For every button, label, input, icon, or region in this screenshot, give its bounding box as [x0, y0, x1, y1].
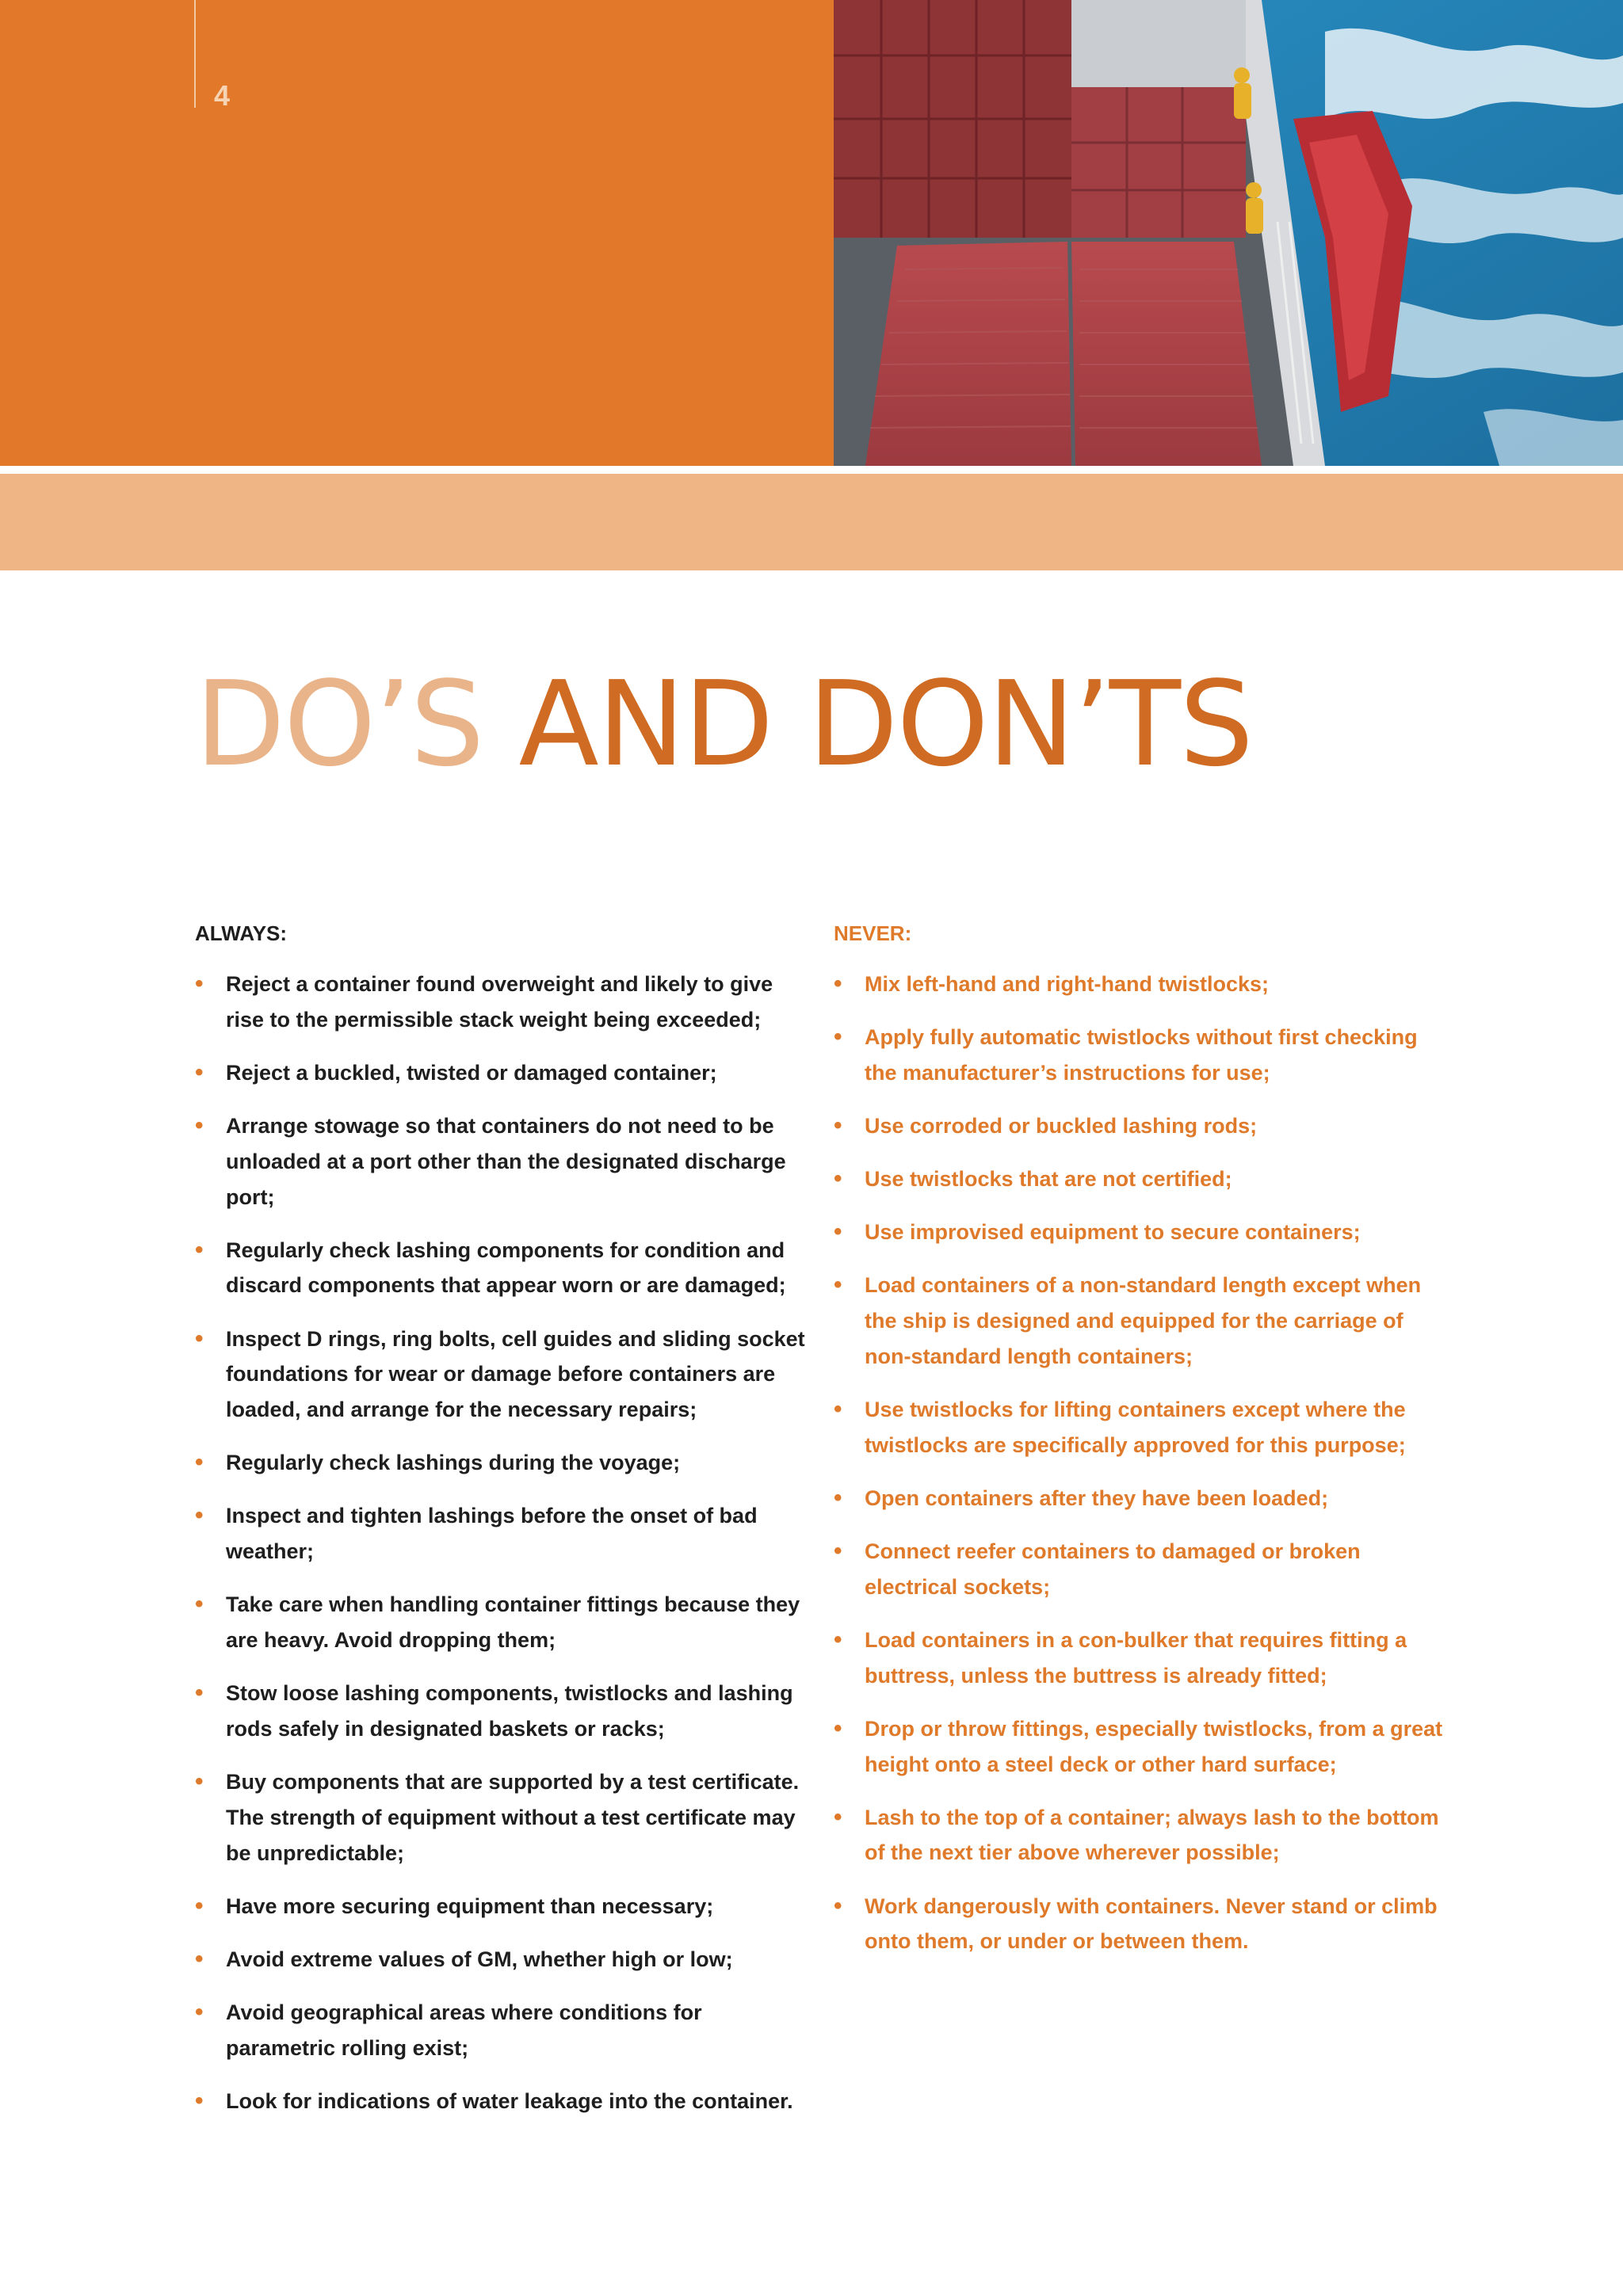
- never-item-text: Use improvised equipment to secure containers;: [865, 1220, 1361, 1245]
- page-number: 4: [214, 79, 231, 112]
- always-item-text: Avoid extreme values of GM, whether high or low;: [226, 1947, 733, 1971]
- bullet-icon: •: [195, 971, 204, 997]
- page-title: [195, 656, 1253, 792]
- never-item-text: Apply fully automatic twistlocks without first checking the manufacturer’s instructions for use;: [865, 1025, 1418, 1085]
- always-item-text: Have more securing equipment than necessary;: [226, 1894, 714, 1918]
- never-list: [834, 967, 1444, 1959]
- never-heading: NEVER:: [834, 921, 912, 945]
- never-item-text: Lash to the top of a container; always lash to the bottom of the next tier above wherever possible;: [865, 1805, 1439, 1865]
- bullet-icon: •: [195, 1449, 204, 1476]
- always-item: [195, 1942, 805, 1978]
- always-list: [195, 967, 805, 2119]
- never-item: [834, 1392, 1444, 1463]
- bullet-icon: •: [195, 1892, 204, 1919]
- bullet-icon: •: [195, 2087, 204, 2114]
- always-item-text: Inspect and tighten lashings before the onset of bad weather;: [226, 1504, 758, 1564]
- bullet-icon: •: [834, 1112, 842, 1138]
- title-light-part: DO’S: [195, 656, 483, 792]
- bullet-icon: •: [834, 1803, 842, 1830]
- never-item-text: Use corroded or buckled lashing rods;: [865, 1113, 1258, 1138]
- never-item-text: Drop or throw fittings, especially twistlocks, from a great height onto a steel deck or other hard surface;: [865, 1716, 1443, 1776]
- always-item: [195, 1764, 805, 1871]
- always-item-text: Regularly check lashing components for condition and discard components that appear worn or are damaged;: [226, 1238, 786, 1298]
- bullet-icon: •: [195, 1591, 204, 1618]
- always-item-text: Buy components that are supported by a test certificate. The strength of equipment without a test certificate may be unpredictable;: [226, 1770, 800, 1865]
- always-item: [195, 1055, 805, 1091]
- page-number-rule: [194, 0, 196, 108]
- bullet-icon: •: [195, 1236, 204, 1263]
- title-dark-part: AND DON’TS: [518, 656, 1253, 792]
- always-item-text: Regularly check lashings during the voyage;: [226, 1451, 681, 1475]
- bullet-icon: •: [195, 1112, 204, 1138]
- never-item-text: Load containers in a con-bulker that requires fitting a buttress, unless the buttress is already fitted;: [865, 1627, 1407, 1688]
- never-column: [834, 917, 1444, 1977]
- never-item-text: Work dangerously with containers. Never stand or climb onto them, or under or between them.: [865, 1894, 1438, 1954]
- always-item: [195, 1445, 805, 1481]
- bullet-icon: •: [195, 1945, 204, 1972]
- never-item: [834, 1481, 1444, 1516]
- always-item-text: Take care when handling container fittings because they are heavy. Avoid dropping them;: [226, 1592, 800, 1653]
- always-item: [195, 1889, 805, 1924]
- bullet-icon: •: [834, 1219, 842, 1245]
- never-item: [834, 1623, 1444, 1694]
- never-item-text: Load containers of a non-standard length except when the ship is designed and equipped for the carriage of non-standard length containers;: [865, 1273, 1422, 1368]
- bullet-icon: •: [834, 971, 842, 997]
- never-item: [834, 1800, 1444, 1871]
- bullet-icon: •: [195, 1768, 204, 1795]
- decorative-band: [0, 474, 1623, 570]
- never-item: [834, 1108, 1444, 1144]
- always-item-text: Stow loose lashing components, twistlocks and lashing rods safely in designated baskets or racks;: [226, 1681, 793, 1741]
- bullet-icon: •: [195, 1502, 204, 1529]
- bullet-icon: •: [834, 1537, 842, 1564]
- never-item-text: Connect reefer containers to damaged or broken electrical sockets;: [865, 1539, 1361, 1599]
- always-item: [195, 2084, 805, 2119]
- bullet-icon: •: [834, 1484, 842, 1511]
- always-heading: ALWAYS:: [195, 921, 288, 945]
- never-item: [834, 1161, 1444, 1197]
- never-item-text: Mix left-hand and right-hand twistlocks;: [865, 972, 1270, 996]
- never-item: [834, 1268, 1444, 1374]
- never-item: [834, 1889, 1444, 1960]
- bullet-icon: •: [834, 1024, 842, 1051]
- always-item: [195, 967, 805, 1038]
- always-item: [195, 1498, 805, 1569]
- always-item-text: Reject a buckled, twisted or damaged container;: [226, 1060, 717, 1085]
- bullet-icon: •: [834, 1892, 842, 1919]
- always-item-text: Avoid geographical areas where conditions for parametric rolling exist;: [226, 2000, 702, 2060]
- never-item: [834, 1711, 1444, 1783]
- always-item-text: Arrange stowage so that containers do not need to be unloaded at a port other than the designated discharge port;: [226, 1113, 786, 1209]
- never-item: [834, 1215, 1444, 1250]
- always-item-text: Inspect D rings, ring bolts, cell guides and sliding socket foundations for wear or damage before containers are loaded, and arrange for the necessary repairs;: [226, 1326, 805, 1422]
- never-item: [834, 1020, 1444, 1091]
- always-column: [195, 917, 805, 2137]
- never-item-text: Open containers after they have been loaded;: [865, 1486, 1329, 1510]
- bullet-icon: •: [834, 1395, 842, 1422]
- bullet-icon: •: [195, 1680, 204, 1707]
- always-item: [195, 1108, 805, 1215]
- always-item: [195, 1676, 805, 1747]
- never-item: [834, 1534, 1444, 1605]
- bullet-icon: •: [834, 1165, 842, 1192]
- bullet-icon: •: [195, 1998, 204, 2025]
- never-item: [834, 967, 1444, 1002]
- never-item-text: Use twistlocks for lifting containers except where the twistlocks are specifically approved for this purpose;: [865, 1397, 1406, 1457]
- bullet-icon: •: [834, 1626, 842, 1653]
- bullet-icon: •: [195, 1058, 204, 1085]
- bullet-icon: •: [834, 1272, 842, 1299]
- always-item: [195, 1322, 805, 1428]
- always-item: [195, 1233, 805, 1304]
- always-item-text: Reject a container found overweight and likely to give rise to the permissible stack weight being exceeded;: [226, 972, 773, 1032]
- header-orange-block: [0, 0, 834, 466]
- container-ship-photo: [834, 0, 1623, 466]
- bullet-icon: •: [834, 1714, 842, 1741]
- always-item-text: Look for indications of water leakage into the container.: [226, 2088, 793, 2113]
- always-item: [195, 1587, 805, 1658]
- bullet-icon: •: [195, 1325, 204, 1352]
- never-item-text: Use twistlocks that are not certified;: [865, 1167, 1232, 1192]
- always-item: [195, 1995, 805, 2066]
